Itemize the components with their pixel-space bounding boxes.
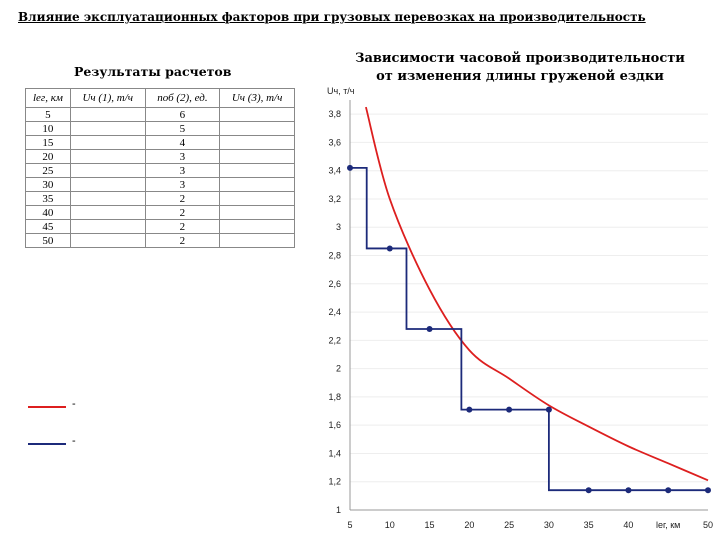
- table-cell: [220, 192, 295, 206]
- table-row: [26, 108, 295, 122]
- series-point-blue: [665, 487, 671, 493]
- table-cell: 5: [145, 122, 220, 136]
- x-tick-label: 5: [347, 520, 353, 530]
- table-cell: [70, 108, 145, 122]
- table-row: [26, 234, 295, 248]
- legend-label-red: -: [72, 398, 76, 410]
- header-productivity-1: Uч (1), т/ч: [70, 89, 145, 108]
- table-cell: [70, 122, 145, 136]
- x-tick-label: 10: [384, 520, 395, 530]
- x-tick-label: 40: [623, 520, 634, 530]
- table-cell: 25: [26, 164, 71, 178]
- table-cell: [70, 220, 145, 234]
- y-tick-label: 2: [335, 363, 341, 374]
- y-tick-label: 3,2: [328, 193, 341, 204]
- x-tick-label: 25: [504, 520, 515, 530]
- y-tick-label: 2,2: [328, 335, 341, 346]
- results-table: [25, 88, 295, 248]
- table-cell: 20: [26, 150, 71, 164]
- table-row: [26, 150, 295, 164]
- legend-line-red: [28, 406, 66, 408]
- series-point-blue: [347, 165, 353, 171]
- y-tick-label: 1,4: [328, 448, 341, 459]
- y-axis-label: Uч, т/ч: [327, 86, 355, 96]
- series-point-blue: [427, 326, 433, 332]
- y-tick-label: 3: [335, 222, 341, 233]
- table-row: [26, 164, 295, 178]
- series-point-blue: [506, 407, 512, 413]
- productivity-chart: [305, 80, 715, 540]
- table-row: [26, 136, 295, 150]
- legend-label-blue: -: [72, 435, 76, 447]
- x-tick-label: 50: [702, 520, 714, 530]
- table-cell: [220, 206, 295, 220]
- series-point-blue: [546, 407, 552, 413]
- x-tick-label: 15: [424, 520, 435, 530]
- y-tick-label: 3,4: [328, 165, 341, 176]
- y-tick-label: 1,8: [328, 391, 341, 402]
- legend-line-blue: [28, 443, 66, 445]
- table-row: [26, 178, 295, 192]
- series-line-blue: [350, 168, 708, 490]
- table-header-row: [26, 89, 295, 108]
- y-tick-label: 2,6: [328, 278, 341, 289]
- table-cell: [220, 122, 295, 136]
- table-cell: 2: [145, 220, 220, 234]
- table-cell: [70, 150, 145, 164]
- series-point-blue: [625, 487, 631, 493]
- table-row: [26, 220, 295, 234]
- x-axis-label: lег, км: [656, 520, 681, 530]
- table-cell: 15: [26, 136, 71, 150]
- x-tick-label: 35: [583, 520, 594, 530]
- table-row: [26, 206, 295, 220]
- chart-title-line2: от изменения длины груженой ездки: [376, 69, 664, 84]
- page-title: Влияние эксплуатационных факторов при грузовых перевозках на производительность: [18, 10, 646, 24]
- table-cell: 40: [26, 206, 71, 220]
- table-cell: 10: [26, 122, 71, 136]
- y-tick-label: 2,8: [328, 250, 341, 261]
- header-trips-2: nоб (2), ед.: [145, 89, 220, 108]
- table-cell: [70, 178, 145, 192]
- x-tick-label: 20: [464, 520, 475, 530]
- table-cell: [220, 108, 295, 122]
- table-cell: [220, 178, 295, 192]
- table-cell: [70, 192, 145, 206]
- table-cell: 3: [145, 178, 220, 192]
- table-cell: 2: [145, 206, 220, 220]
- table-row: [26, 192, 295, 206]
- table-cell: [70, 136, 145, 150]
- series-point-blue: [705, 487, 711, 493]
- y-tick-label: 3,6: [328, 137, 341, 148]
- table-cell: [70, 164, 145, 178]
- table-body: [26, 108, 295, 248]
- y-tick-label: 1: [335, 505, 341, 515]
- table-cell: [220, 136, 295, 150]
- series-point-blue: [466, 407, 472, 413]
- table-cell: 5: [26, 108, 71, 122]
- table-cell: 30: [26, 178, 71, 192]
- y-tick-label: 3,8: [328, 109, 341, 120]
- table-row: [26, 122, 295, 136]
- x-tick-label: 30: [543, 520, 554, 530]
- table-cell: [70, 206, 145, 220]
- table-cell: [220, 220, 295, 234]
- header-productivity-3: Uч (3), т/ч: [220, 89, 295, 108]
- series-line-red: [366, 107, 708, 480]
- table-cell: 6: [145, 108, 220, 122]
- table-cell: [220, 150, 295, 164]
- series-point-blue: [387, 245, 393, 251]
- table-cell: 2: [145, 192, 220, 206]
- table-cell: 3: [145, 164, 220, 178]
- series-point-blue: [586, 487, 592, 493]
- table-cell: [220, 164, 295, 178]
- table-cell: 45: [26, 220, 71, 234]
- table-cell: 35: [26, 192, 71, 206]
- table-cell: 2: [145, 234, 220, 248]
- chart-title-line1: Зависимости часовой производительности: [355, 51, 685, 66]
- table-cell: 4: [145, 136, 220, 150]
- y-tick-label: 1,6: [328, 420, 341, 431]
- table-cell: [220, 234, 295, 248]
- table-cell: 3: [145, 150, 220, 164]
- y-tick-label: 2,4: [328, 307, 341, 318]
- y-tick-label: 1,2: [328, 476, 341, 487]
- table-cell: 50: [26, 234, 71, 248]
- header-length: lег, км: [26, 89, 71, 108]
- results-title: Результаты расчетов: [74, 64, 232, 79]
- table-cell: [70, 234, 145, 248]
